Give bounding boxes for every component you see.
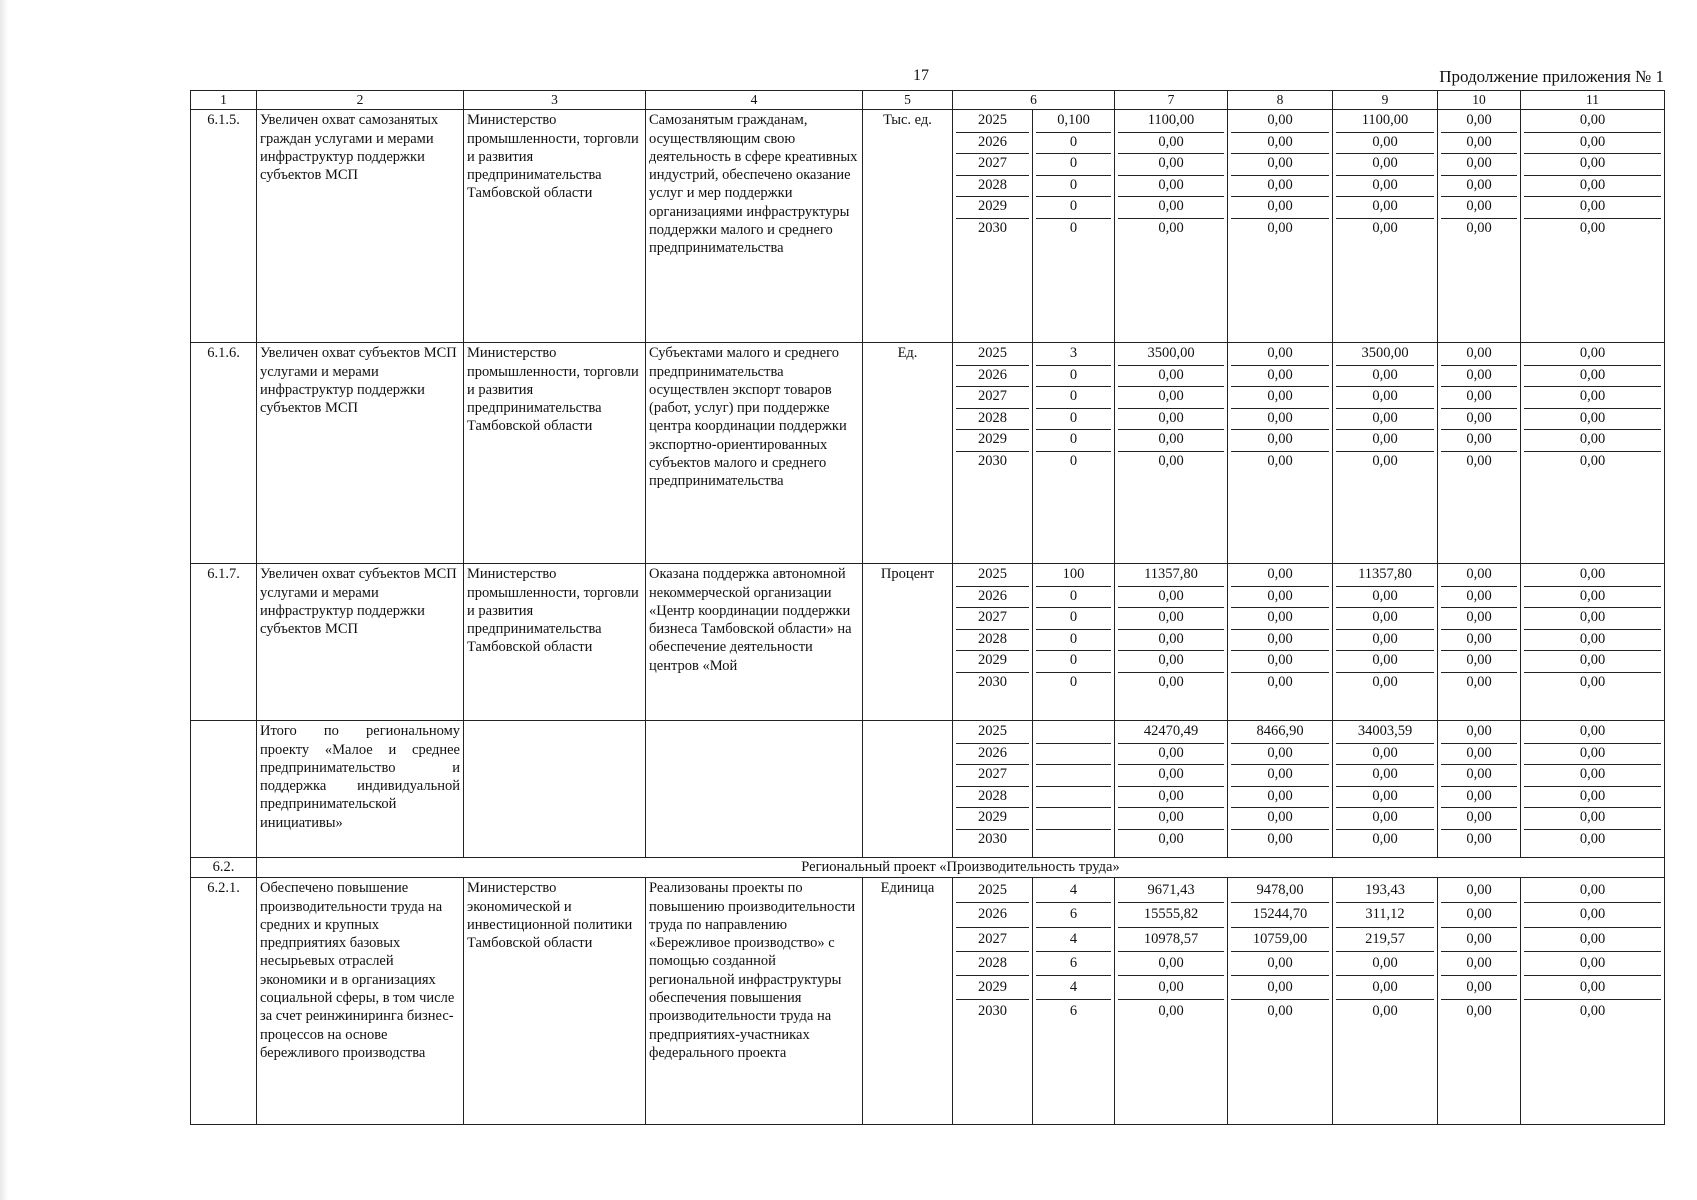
row-id: 6.2.1. <box>191 878 257 1125</box>
amount-cell: 0,00 <box>1231 176 1329 198</box>
year-cell: 2028 <box>956 176 1029 198</box>
amount-cell: 0,00 <box>1231 344 1329 366</box>
column-8 <box>1228 721 1333 858</box>
amount-cell: 0,00 <box>1524 133 1661 155</box>
amount-cell: 0,00 <box>1524 787 1661 809</box>
amount-cell: 0,00 <box>1267 1003 1293 1020</box>
amount-cell: 3500,00 <box>1336 344 1434 366</box>
header-cell: 10 <box>1438 91 1521 110</box>
total-row <box>191 721 1665 858</box>
amount-cell: 0,00 <box>1441 344 1517 366</box>
year-cell: 2028 <box>956 409 1029 431</box>
continuation-label: Продолжение приложения № 1 <box>1439 67 1664 86</box>
column-9 <box>1333 110 1438 343</box>
year-cell: 2027 <box>956 154 1029 176</box>
amount-cell: 0,00 <box>1372 830 1398 847</box>
value-cell: 0 <box>1069 219 1078 236</box>
amount-cell: 0,00 <box>1441 387 1517 409</box>
result-cell: Обеспечено повышение производительности труда на средних и крупных предприятиях базовых несырьевых отраслей экономики и в организациях социальной сферы, в том числе за счет реинжиниринга бизнес-процессов на основе бережливого производства <box>257 878 464 1125</box>
amount-cell: 0,00 <box>1231 744 1329 766</box>
value-cell: 100 <box>1036 565 1111 587</box>
year-cell: 2030 <box>978 1003 1007 1020</box>
amount-cell: 311,12 <box>1336 903 1434 927</box>
amount-cell: 0,00 <box>1336 744 1434 766</box>
amount-cell: 8466,90 <box>1231 722 1329 744</box>
amount-cell: 0,00 <box>1118 587 1224 609</box>
header-cell: 8 <box>1228 91 1333 110</box>
value-cell: 0 <box>1036 587 1111 609</box>
amount-cell: 9671,43 <box>1118 879 1224 903</box>
amount-cell: 0,00 <box>1441 976 1517 1000</box>
amount-cell: 0,00 <box>1524 765 1661 787</box>
year-cell: 2027 <box>956 928 1029 952</box>
amount-cell: 0,00 <box>1231 197 1329 219</box>
value-cell <box>1036 744 1111 766</box>
result-cell: Увеличен охват субъектов МСП услугами и мерами инфраструктур поддержки субъектов МСП <box>257 564 464 721</box>
amount-cell: 0,00 <box>1231 133 1329 155</box>
amount-cell: 0,00 <box>1441 651 1517 673</box>
amount-cell: 0,00 <box>1524 952 1661 976</box>
amount-cell: 0,00 <box>1231 430 1329 452</box>
amount-cell: 1100,00 <box>1336 111 1434 133</box>
amount-cell: 0,00 <box>1524 808 1661 830</box>
amount-cell: 0,00 <box>1158 452 1184 469</box>
amount-cell: 0,00 <box>1372 1003 1398 1020</box>
amount-cell: 0,00 <box>1336 366 1434 388</box>
column-10 <box>1438 878 1521 1125</box>
column-7 <box>1115 110 1228 343</box>
amount-cell: 34003,59 <box>1336 722 1434 744</box>
amount-cell: 0,00 <box>1118 176 1224 198</box>
year-cell: 2025 <box>956 111 1029 133</box>
amount-cell: 0,00 <box>1441 808 1517 830</box>
value-cell: 0 <box>1036 409 1111 431</box>
value-cell: 0 <box>1036 651 1111 673</box>
amount-cell: 0,00 <box>1118 608 1224 630</box>
column-7 <box>1115 564 1228 721</box>
amount-cell: 0,00 <box>1441 879 1517 903</box>
year-cell: 2029 <box>956 651 1029 673</box>
header-row <box>191 91 1665 110</box>
value-cell: 0 <box>1036 197 1111 219</box>
description-cell: Оказана поддержка автономной некоммерческой организации «Центр координации поддержки бизнеса Тамбовской области» на обеспечение деятельности центров «Мой <box>646 564 863 721</box>
amount-cell: 0,00 <box>1231 630 1329 652</box>
row-id: 6.1.5. <box>191 110 257 343</box>
value-cell: 0 <box>1036 176 1111 198</box>
amount-cell: 0,00 <box>1579 219 1606 236</box>
amount-cell: 0,00 <box>1336 409 1434 431</box>
amount-cell: 0,00 <box>1524 630 1661 652</box>
column-8 <box>1228 343 1333 564</box>
value-cell: 0 <box>1036 430 1111 452</box>
amount-cell: 193,43 <box>1336 879 1434 903</box>
table-row <box>191 878 1665 1125</box>
value-cell: 6 <box>1036 903 1111 927</box>
year-cell: 2025 <box>956 344 1029 366</box>
amount-cell: 0,00 <box>1231 787 1329 809</box>
amount-cell: 0,00 <box>1524 387 1661 409</box>
amount-cell: 0,00 <box>1441 722 1517 744</box>
amount-cell: 0,00 <box>1441 409 1517 431</box>
amount-cell: 0,00 <box>1524 928 1661 952</box>
column-9 <box>1333 721 1438 858</box>
amount-cell: 9478,00 <box>1231 879 1329 903</box>
column-10 <box>1438 721 1521 858</box>
unit-cell: Единица <box>863 878 953 1125</box>
total-label: Итого по региональному проекту «Малое и среднее предпринимательство и поддержка индивидуальной предпринимательской инициативы» <box>257 721 464 858</box>
amount-cell: 0,00 <box>1524 430 1661 452</box>
amount-cell: 0,00 <box>1466 1003 1492 1020</box>
column-11 <box>1521 564 1665 721</box>
table-row <box>191 110 1665 343</box>
amount-cell: 0,00 <box>1336 387 1434 409</box>
column-8 <box>1228 564 1333 721</box>
amount-cell: 15555,82 <box>1118 903 1224 927</box>
year-cell: 2030 <box>978 673 1007 690</box>
amount-cell: 0,00 <box>1231 154 1329 176</box>
value-column <box>1033 110 1115 343</box>
amount-cell: 0,00 <box>1118 409 1224 431</box>
amount-cell: 0,00 <box>1118 952 1224 976</box>
column-8 <box>1228 878 1333 1125</box>
amount-cell: 0,00 <box>1336 587 1434 609</box>
amount-cell: 0,00 <box>1524 744 1661 766</box>
amount-cell: 1100,00 <box>1118 111 1224 133</box>
amount-cell: 219,57 <box>1336 928 1434 952</box>
amount-cell: 0,00 <box>1441 744 1517 766</box>
amount-cell: 0,00 <box>1158 673 1184 690</box>
amount-cell: 11357,80 <box>1336 565 1434 587</box>
value-cell: 4 <box>1036 928 1111 952</box>
year-cell: 2028 <box>956 787 1029 809</box>
amount-cell: 0,00 <box>1579 830 1606 847</box>
header-cell: 5 <box>863 91 953 110</box>
amount-cell: 0,00 <box>1118 630 1224 652</box>
amount-cell: 0,00 <box>1441 952 1517 976</box>
amount-cell: 0,00 <box>1267 219 1293 236</box>
section-row <box>191 858 1665 878</box>
amount-cell: 0,00 <box>1231 111 1329 133</box>
scan-edge-shadow <box>0 0 8 1200</box>
year-cell: 2029 <box>956 197 1029 219</box>
year-cell: 2028 <box>956 630 1029 652</box>
amount-cell: 0,00 <box>1231 765 1329 787</box>
value-cell: 3 <box>1036 344 1111 366</box>
value-column <box>1033 721 1115 858</box>
amount-cell: 0,00 <box>1441 197 1517 219</box>
value-cell: 0 <box>1036 366 1111 388</box>
total-id-cell <box>191 721 257 858</box>
amount-cell: 0,00 <box>1118 651 1224 673</box>
value-cell: 0 <box>1036 630 1111 652</box>
amount-cell: 0,00 <box>1267 452 1293 469</box>
year-cell: 2026 <box>956 587 1029 609</box>
value-column <box>1033 878 1115 1125</box>
amount-cell: 0,00 <box>1466 673 1492 690</box>
amount-cell: 0,00 <box>1118 787 1224 809</box>
year-cell: 2026 <box>956 744 1029 766</box>
column-9 <box>1333 564 1438 721</box>
section-title: Региональный проект «Производительность труда» <box>257 858 1665 878</box>
executor-cell: Министерство экономической и инвестиционной политики Тамбовской области <box>464 878 646 1125</box>
amount-cell: 0,00 <box>1524 903 1661 927</box>
amount-cell: 0,00 <box>1372 673 1398 690</box>
amount-cell: 0,00 <box>1524 651 1661 673</box>
amount-cell: 0,00 <box>1524 197 1661 219</box>
amount-cell: 0,00 <box>1231 587 1329 609</box>
amount-cell: 0,00 <box>1336 808 1434 830</box>
header-cell: 9 <box>1333 91 1438 110</box>
years-column <box>953 564 1033 721</box>
amount-cell: 0,00 <box>1336 952 1434 976</box>
amount-cell: 0,00 <box>1336 608 1434 630</box>
amount-cell: 0,00 <box>1441 430 1517 452</box>
amount-cell: 15244,70 <box>1231 903 1329 927</box>
amount-cell: 0,00 <box>1524 722 1661 744</box>
value-cell <box>1036 722 1111 744</box>
year-cell: 2027 <box>956 608 1029 630</box>
amount-cell: 0,00 <box>1118 744 1224 766</box>
amount-cell: 0,00 <box>1336 630 1434 652</box>
year-cell: 2026 <box>956 133 1029 155</box>
unit-cell: Процент <box>863 564 953 721</box>
table-row <box>191 564 1665 721</box>
column-11 <box>1521 343 1665 564</box>
amount-cell: 0,00 <box>1579 673 1606 690</box>
amount-cell: 0,00 <box>1158 1003 1184 1020</box>
amount-cell: 0,00 <box>1372 452 1398 469</box>
amount-cell: 0,00 <box>1441 111 1517 133</box>
value-cell: 4 <box>1036 879 1111 903</box>
year-cell: 2025 <box>956 722 1029 744</box>
amount-cell: 0,00 <box>1118 133 1224 155</box>
executor-cell: Министерство промышленности, торговли и развития предпринимательства Тамбовской области <box>464 343 646 564</box>
unit-cell: Тыс. ед. <box>863 110 953 343</box>
amount-cell: 0,00 <box>1579 452 1606 469</box>
amount-cell: 0,00 <box>1524 176 1661 198</box>
amount-cell: 0,00 <box>1336 430 1434 452</box>
result-cell: Увеличен охват самозанятых граждан услугами и мерами инфраструктур поддержки субъектов МСП <box>257 110 464 343</box>
years-column <box>953 343 1033 564</box>
executor-cell: Министерство промышленности, торговли и развития предпринимательства Тамбовской области <box>464 564 646 721</box>
amount-cell: 0,00 <box>1466 219 1492 236</box>
amount-cell: 0,00 <box>1579 1003 1606 1020</box>
amount-cell: 0,00 <box>1441 133 1517 155</box>
total-executor-cell <box>464 721 646 858</box>
value-cell: 0 <box>1069 452 1078 469</box>
amount-cell: 0,00 <box>1231 808 1329 830</box>
header-cell: 7 <box>1115 91 1228 110</box>
value-column <box>1033 564 1115 721</box>
amount-cell: 0,00 <box>1441 630 1517 652</box>
amount-cell: 0,00 <box>1441 765 1517 787</box>
amount-cell: 0,00 <box>1336 154 1434 176</box>
amount-cell: 10759,00 <box>1231 928 1329 952</box>
header-cell: 11 <box>1521 91 1665 110</box>
amount-cell: 0,00 <box>1336 787 1434 809</box>
value-cell: 0,100 <box>1036 111 1111 133</box>
column-11 <box>1521 878 1665 1125</box>
amount-cell: 0,00 <box>1118 976 1224 1000</box>
amount-cell: 0,00 <box>1466 830 1492 847</box>
year-cell: 2025 <box>956 879 1029 903</box>
amount-cell: 0,00 <box>1524 976 1661 1000</box>
amount-cell: 0,00 <box>1524 409 1661 431</box>
years-column <box>953 110 1033 343</box>
description-cell: Субъектами малого и среднего предпринимательства осуществлен экспорт товаров (работ, услуг) при поддержке центра координации поддержки экспортно-ориентированных субъектов малого и среднего предпринимательства <box>646 343 863 564</box>
amount-cell: 0,00 <box>1441 608 1517 630</box>
value-cell: 4 <box>1036 976 1111 1000</box>
value-cell: 0 <box>1069 673 1078 690</box>
amount-cell: 0,00 <box>1336 765 1434 787</box>
column-10 <box>1438 110 1521 343</box>
amount-cell: 0,00 <box>1466 452 1492 469</box>
years-column <box>953 878 1033 1125</box>
amount-cell: 0,00 <box>1441 154 1517 176</box>
year-cell: 2026 <box>956 903 1029 927</box>
budget-table <box>190 90 1665 1125</box>
row-id: 6.1.7. <box>191 564 257 721</box>
header-cell: 1 <box>191 91 257 110</box>
column-10 <box>1438 343 1521 564</box>
amount-cell: 0,00 <box>1118 387 1224 409</box>
amount-cell: 0,00 <box>1524 879 1661 903</box>
column-7 <box>1115 721 1228 858</box>
year-cell: 2029 <box>956 808 1029 830</box>
amount-cell: 0,00 <box>1524 344 1661 366</box>
amount-cell: 0,00 <box>1231 387 1329 409</box>
year-cell: 2027 <box>956 765 1029 787</box>
amount-cell: 0,00 <box>1231 608 1329 630</box>
value-cell <box>1036 830 1111 851</box>
value-cell: 0 <box>1036 387 1111 409</box>
amount-cell: 0,00 <box>1441 176 1517 198</box>
amount-cell: 0,00 <box>1524 587 1661 609</box>
year-cell: 2027 <box>956 387 1029 409</box>
amount-cell: 0,00 <box>1231 651 1329 673</box>
value-cell: 6 <box>1069 1003 1078 1020</box>
column-7 <box>1115 343 1228 564</box>
column-7 <box>1115 878 1228 1125</box>
column-11 <box>1521 110 1665 343</box>
amount-cell: 0,00 <box>1524 366 1661 388</box>
amount-cell: 0,00 <box>1118 154 1224 176</box>
value-cell: 0 <box>1036 608 1111 630</box>
amount-cell: 0,00 <box>1524 565 1661 587</box>
amount-cell: 0,00 <box>1372 219 1398 236</box>
header-cell: 4 <box>646 91 863 110</box>
amount-cell: 0,00 <box>1267 830 1293 847</box>
amount-cell: 0,00 <box>1336 976 1434 1000</box>
year-cell: 2029 <box>956 430 1029 452</box>
amount-cell: 0,00 <box>1231 565 1329 587</box>
result-cell: Увеличен охват субъектов МСП услугами и мерами инфраструктур поддержки субъектов МСП <box>257 343 464 564</box>
page-number: 17 <box>913 67 929 84</box>
value-cell: 0 <box>1036 154 1111 176</box>
column-8 <box>1228 110 1333 343</box>
value-cell <box>1036 808 1111 830</box>
year-cell: 2025 <box>956 565 1029 587</box>
header-cell: 2 <box>257 91 464 110</box>
year-cell: 2030 <box>978 452 1007 469</box>
unit-cell: Ед. <box>863 343 953 564</box>
value-cell: 6 <box>1036 952 1111 976</box>
amount-cell: 0,00 <box>1441 587 1517 609</box>
year-cell: 2030 <box>978 219 1007 236</box>
row-id: 6.1.6. <box>191 343 257 564</box>
column-9 <box>1333 343 1438 564</box>
column-9 <box>1333 878 1438 1125</box>
amount-cell: 0,00 <box>1118 430 1224 452</box>
amount-cell: 0,00 <box>1118 765 1224 787</box>
year-cell: 2030 <box>978 830 1007 847</box>
amount-cell: 0,00 <box>1336 176 1434 198</box>
value-cell: 0 <box>1036 133 1111 155</box>
amount-cell: 0,00 <box>1336 651 1434 673</box>
total-unit-cell <box>863 721 953 858</box>
amount-cell: 0,00 <box>1441 366 1517 388</box>
amount-cell: 0,00 <box>1336 133 1434 155</box>
amount-cell: 0,00 <box>1231 952 1329 976</box>
amount-cell: 0,00 <box>1158 219 1184 236</box>
year-cell: 2026 <box>956 366 1029 388</box>
total-description-cell <box>646 721 863 858</box>
years-column <box>953 721 1033 858</box>
amount-cell: 0,00 <box>1231 409 1329 431</box>
value-column <box>1033 343 1115 564</box>
description-cell: Самозанятым гражданам, осуществляющим свою деятельность в сфере креативных индустрий, обеспечено оказание услуг и мер поддержки организациями инфраструктуры поддержки малого и среднего предпринимательства <box>646 110 863 343</box>
year-cell: 2028 <box>956 952 1029 976</box>
amount-cell: 0,00 <box>1441 787 1517 809</box>
amount-cell: 42470,49 <box>1118 722 1224 744</box>
amount-cell: 0,00 <box>1231 366 1329 388</box>
column-11 <box>1521 721 1665 858</box>
amount-cell: 0,00 <box>1441 565 1517 587</box>
value-cell <box>1036 787 1111 809</box>
amount-cell: 0,00 <box>1267 673 1293 690</box>
table-row <box>191 343 1665 564</box>
executor-cell: Министерство промышленности, торговли и развития предпринимательства Тамбовской области <box>464 110 646 343</box>
amount-cell: 11357,80 <box>1118 565 1224 587</box>
amount-cell: 0,00 <box>1524 608 1661 630</box>
amount-cell: 3500,00 <box>1118 344 1224 366</box>
value-cell <box>1036 765 1111 787</box>
description-cell: Реализованы проекты по повышению производительности труда по направлению «Бережливое производство» с помощью созданной региональной инфраструктуры обеспечения повышения производительности труда на предприятиях-участниках федерального проекта <box>646 878 863 1125</box>
amount-cell: 0,00 <box>1441 903 1517 927</box>
section-id: 6.2. <box>191 858 257 878</box>
amount-cell: 0,00 <box>1231 976 1329 1000</box>
header-cell: 3 <box>464 91 646 110</box>
amount-cell: 10978,57 <box>1118 928 1224 952</box>
amount-cell: 0,00 <box>1158 830 1184 847</box>
amount-cell: 0,00 <box>1524 111 1661 133</box>
column-10 <box>1438 564 1521 721</box>
amount-cell: 0,00 <box>1118 197 1224 219</box>
amount-cell: 0,00 <box>1441 928 1517 952</box>
amount-cell: 0,00 <box>1336 197 1434 219</box>
amount-cell: 0,00 <box>1118 366 1224 388</box>
header-cell: 6 <box>953 91 1115 110</box>
amount-cell: 0,00 <box>1118 808 1224 830</box>
amount-cell: 0,00 <box>1524 154 1661 176</box>
year-cell: 2029 <box>956 976 1029 1000</box>
